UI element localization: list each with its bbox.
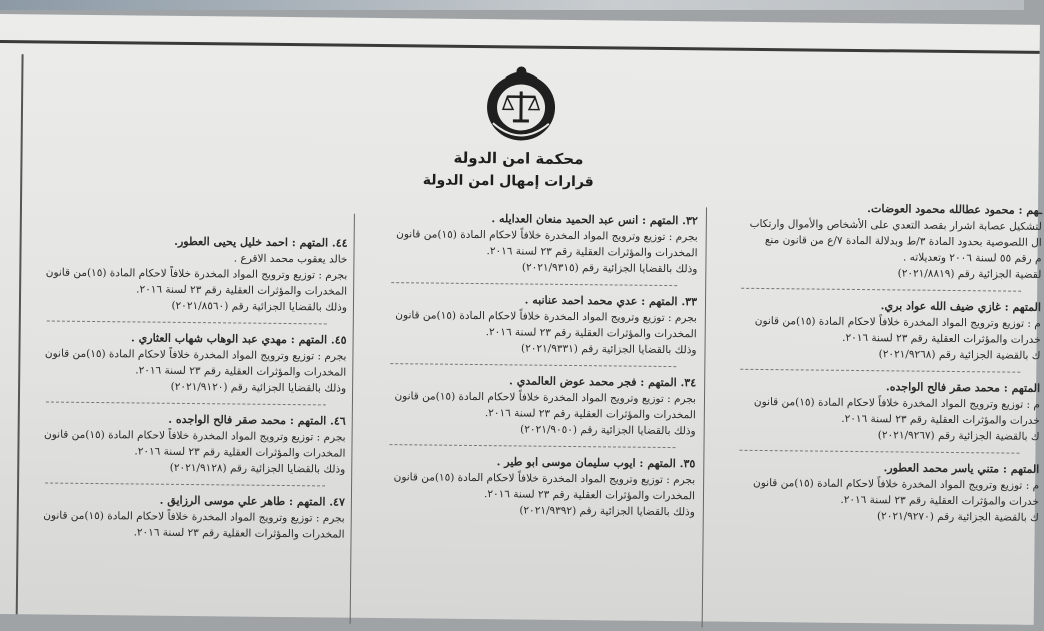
entry-line: المخدرات والمؤثرات العقلية رقم ٢٣ لسنة ٢٠١٦.: [133, 526, 345, 541]
entry-line: م رقم ٥٥ لسنة ٢٠٠٦ وتعديلاته .: [902, 251, 1042, 265]
entry-line: ال اللصوصية بحدود المادة ٣/ط وبدلالة المادة ٧/ع من قانون منع: [764, 234, 1042, 249]
entry-line: بجرم : توزيع وترويج المواد المخدرة خلافاً لاحكام المادة (١٥)من قانون: [44, 428, 346, 444]
entry-line: المخدرات والمؤثرات العقلية رقم ٢٣ لسنة ٢٠١٦.: [485, 326, 697, 341]
list-item: [360, 372, 697, 440]
entry-line: بجرم : توزيع وترويج المواد المخدرة خلافاً لاحكام المادة (١٥)من قانون: [395, 309, 697, 325]
entry-line: المخدرات والمؤثرات العقلية رقم ٢٣ لسنة ٢٠١٦.: [484, 407, 696, 422]
entry-line: بجرم : توزيع وترويج المواد المخدرة خلافاً لاحكام المادة (١٥)من قانون: [44, 347, 347, 363]
entry-line: المخدرات والمؤثرات العقلية رقم ٢٣ لسنة ٢٠١٦.: [136, 283, 348, 298]
entry-title: ٣٢. المتهم : انس عبد الحميد منعان العدايله .: [491, 212, 698, 228]
entry-line: المخدرات والمؤثرات العقلية رقم ٢٣ لسنة ٢٠١٦.: [483, 488, 696, 503]
entry-line: المخدرات والمؤثرات العقلية رقم ٢٣ لسنة ٢٠١٦.: [486, 245, 698, 260]
entry-line: بجرم : توزيع وترويج المواد المخدرة خلافاً لاحكام المادة (١٥)من قانون: [45, 266, 348, 282]
entry-line: بجرم : توزيع وترويج المواد المخدرة خلافاً لاحكام المادة (١٥)من قانون: [396, 228, 698, 244]
court-name: محكمة امن الدولة: [453, 148, 584, 169]
column-separator: [702, 207, 707, 627]
entry-divider: [47, 321, 327, 325]
entry-divider: [45, 482, 325, 486]
entry-line: لقضية الجزائية رقم (٢٠٢١/٨٨١٩): [897, 267, 1042, 281]
newspaper-page: [0, 14, 1043, 625]
entry-line: وذلك بالقضايا الجزائية رقم (٢٠٢١/٩٣١٥): [521, 261, 698, 276]
background-strip: [0, 0, 1024, 10]
entry-line: وذلك بالقضايا الجزائية رقم (٢٠٢١/٩٣٩٢): [519, 504, 695, 519]
list-item: [15, 410, 346, 477]
entry-line: وذلك بالقضايا الجزائية رقم (٢٠٢١/٨٥٦٠): [171, 299, 348, 314]
entry-divider: [739, 450, 1019, 454]
entry-line: ك بالقضية الجزائية رقم (٢٠٢١/٩٢٦٨): [878, 348, 1041, 362]
entry-line: ك بالقضية الجزائية رقم (٢٠٢١/٩٢٦٧): [877, 429, 1040, 443]
entry-divider: [740, 369, 1020, 373]
column-separator: [350, 214, 355, 624]
top-rule: [0, 40, 1040, 54]
entry-title: المتهم : متني ياسر محمد العطور.: [883, 461, 1040, 476]
entry-line: المخدرات والمؤثرات العقلية رقم ٢٣ لسنة ٢٠١٦.: [134, 445, 346, 460]
entry-line: بجرم : توزيع وترويج المواد المخدرة خلافاً لاحكام المادة (١٥)من قانون: [393, 471, 696, 487]
entry-title: ٤٤. المتهم : احمد خليل يحيى العطور.: [174, 234, 348, 250]
entry-line: م : توزيع وترويج المواد المخدرة خلافاً لاحكام المادة (١٥)من قانون: [753, 395, 1041, 411]
entry-line: لتشكيل عصابة اشرار بقصد التعدي على الأشخاص والأموال وارتكاب: [749, 217, 1042, 233]
middle-column: [359, 210, 698, 529]
entry-line: المخدرات والمؤثرات العقلية رقم ٢٣ لسنة ٢٠١٦.: [135, 364, 347, 379]
entry-line: وذلك بالقضايا الجزائية رقم (٢٠٢١/٩٣٣١): [520, 342, 697, 357]
entry-line: خدرات والمؤثرات العقلية رقم ٢٣ لسنة ٢٠١٦.: [840, 493, 1040, 508]
entry-line: خدرات والمؤثرات العقلية رقم ٢٣ لسنة ٢٠١٦.: [841, 412, 1040, 427]
entry-line: ك بالقضية الجزائية رقم (٢٠٢١/٩٢٧٠): [876, 510, 1039, 524]
list-item: [709, 458, 1040, 525]
list-item: [15, 491, 345, 542]
list-item: [361, 210, 698, 278]
entry-line: خالد يعقوب محمد الاقرع .: [233, 252, 348, 266]
entry-line: م : توزيع وترويج المواد المخدرة خلافاً لاحكام المادة (١٥)من قانون: [754, 314, 1041, 330]
entry-line: وذلك بالقضايا الجزائية رقم (٢٠٢١/٩٠٥٠): [520, 423, 696, 438]
entry-title: المتهم : محمد صقر فالح الواجده.: [885, 380, 1041, 395]
entry-divider: [741, 288, 1021, 292]
entry-line: خدرات والمؤثرات العقلية رقم ٢٣ لسنة ٢٠١٦.: [842, 331, 1041, 346]
entry-line: م : توزيع وترويج المواد المخدرة خلافاً لاحكام المادة (١٥)من قانون: [753, 476, 1040, 492]
entry-title: ٣٣. المتهم : عدي محمد احمد عنانبه .: [524, 293, 698, 309]
entry-line: بجرم : توزيع وترويج المواد المخدرة خلافاً لاحكام المادة (١٥)من قانون: [394, 390, 697, 406]
court-emblem-icon: [483, 63, 560, 144]
list-item: [710, 377, 1041, 444]
entry-title: ٤٥. المتهم : مهدي عبد الوهاب شهاب العثاري .: [130, 331, 347, 347]
entry-divider: [390, 444, 676, 448]
list-item: [710, 296, 1041, 363]
entry-divider: [46, 402, 326, 406]
list-item: [360, 291, 697, 359]
entry-title: المتهم : غازي ضيف الله عواد بري.: [880, 299, 1042, 314]
entry-divider: [391, 282, 677, 286]
list-item: [16, 329, 347, 396]
entry-title: ٣٤. المتهم : فجر محمد عوض العالمدي .: [509, 374, 697, 390]
entry-divider: [390, 363, 676, 367]
entry-title: ٣٥. المتهم : ايوب سليمان موسى ابو طير .: [496, 455, 696, 471]
entry-line: وذلك بالقضايا الجزائية رقم (٢٠٢١/٩١٢٠): [170, 380, 347, 395]
entry-line: بجرم : توزيع وترويج المواد المخدرة خلافاً لاحكام المادة (١٥)من قانون: [43, 509, 345, 525]
list-item: [359, 453, 696, 521]
entry-title: ٤٧. المتهم : طاهر علي موسى الرزايق .: [159, 493, 345, 509]
entry-title: ٤٦. المتهم : محمد صقر فالح الواجده .: [168, 412, 346, 428]
list-item: [711, 199, 1042, 282]
left-column: [14, 232, 347, 550]
entry-line: وذلك بالقضايا الجزائية رقم (٢٠٢١/٩١٢٨): [169, 461, 346, 476]
list-item: [17, 232, 348, 315]
page-heading: قرارات إمهال امن الدولة: [422, 172, 594, 191]
entry-title: ـهم : محمود عطالله محمود العوضات.: [867, 202, 1043, 217]
right-column: [709, 199, 1042, 533]
